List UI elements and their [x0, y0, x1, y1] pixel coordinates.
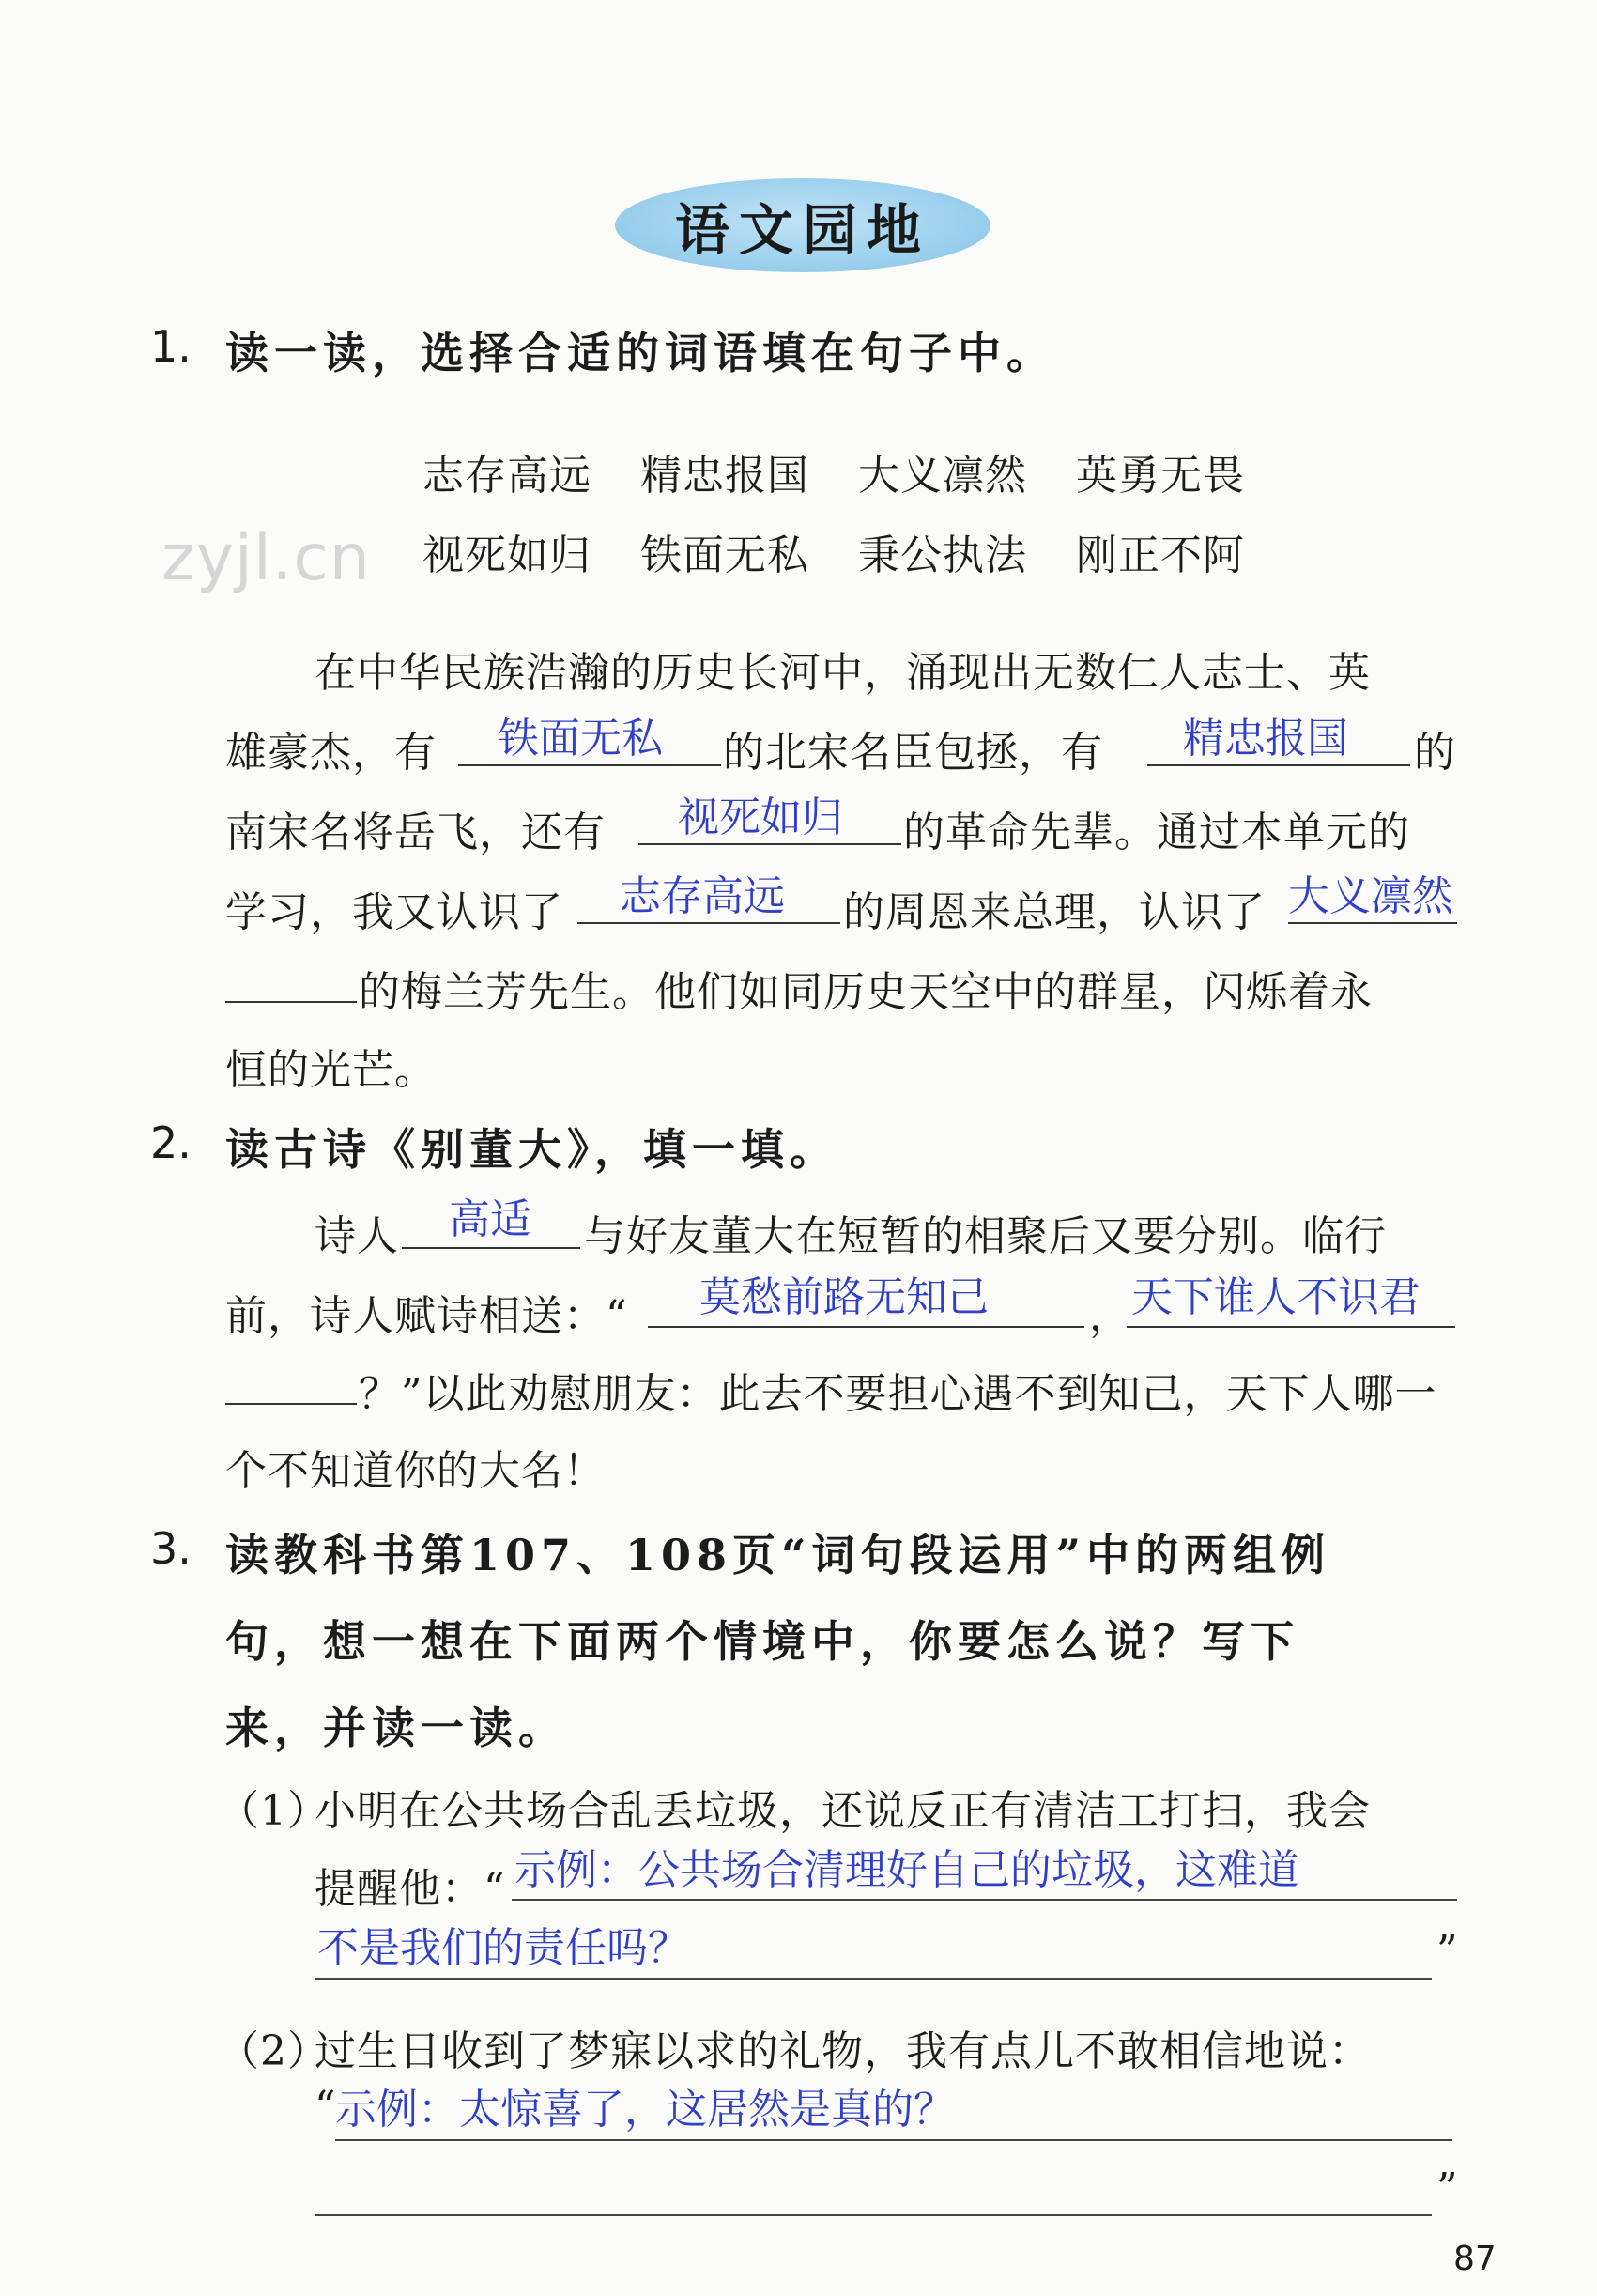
sub-question-text: 过生日收到了梦寐以求的礼物，我有点儿不敢相信地说：	[315, 2027, 1371, 2075]
q2-line: ？”以此劝慰朋友：此去不要担心遇不到知己，天下人哪一	[359, 1370, 1437, 1418]
handwritten-answer: 铁面无私	[498, 715, 663, 763]
word-bank-item: 英勇无畏	[1076, 452, 1245, 500]
answer-blank	[577, 922, 840, 924]
passage-line: 恒的光芒。	[225, 1046, 437, 1094]
handwritten-answer: 志存高远	[620, 872, 785, 920]
answer-blank	[1147, 764, 1410, 766]
q3-number: 3.	[150, 1523, 192, 1574]
passage-line: 的革命先辈。通过本单元的	[903, 809, 1410, 856]
writing-line	[335, 2139, 1452, 2141]
answer-blank	[402, 1247, 580, 1249]
answer-blank	[638, 843, 901, 845]
handwritten-answer: 莫愁前路无知己	[699, 1273, 989, 1321]
word-bank-item: 秉公执法	[858, 532, 1027, 579]
passage-line: 学习，我又认识了	[225, 888, 563, 936]
word-bank-row-1	[422, 441, 1245, 501]
handwritten-answer: 精忠报国	[1183, 715, 1348, 763]
answer-blank	[1288, 922, 1457, 924]
q2-prompt: 读古诗《别董大》，填一填。	[225, 1124, 838, 1175]
q2-line: ，	[1089, 1292, 1131, 1340]
passage-line: 南宋名将岳飞，还有	[225, 809, 606, 856]
q2-number: 2.	[150, 1117, 192, 1168]
q2-line: 前，诗人赋诗相送：“	[225, 1292, 628, 1340]
sub-question-text: 提醒他：“	[315, 1865, 506, 1913]
q2-line: 与好友董大在短暂的相聚后又要分别。临行	[584, 1212, 1387, 1260]
handwritten-answer: 高适	[449, 1195, 531, 1243]
handwritten-answer: 视死如归	[678, 794, 843, 841]
q2-line: 个不知道你的大名！	[225, 1447, 606, 1495]
answer-blank	[1127, 1326, 1455, 1328]
handwritten-answer: 天下谁人不识君	[1131, 1273, 1420, 1321]
passage-line: 在中华民族浩瀚的历史长河中，涌现出无数仁人志士、英	[315, 649, 1371, 697]
handwritten-answer: 不是我们的责任吗？	[317, 1924, 689, 1972]
sub-question-label: （2）	[218, 2027, 330, 2075]
passage-line: 的北宋名臣包拯，有	[723, 729, 1103, 777]
q1-number: 1.	[150, 321, 192, 372]
q1-prompt: 读一读，选择合适的词语填在句子中。	[225, 328, 1055, 378]
word-bank-row-2	[422, 521, 1245, 581]
passage-line: 雄豪杰，有	[225, 729, 437, 777]
word-bank-item: 刚正不阿	[1076, 532, 1245, 579]
word-bank-item: 志存高远	[422, 452, 591, 500]
handwritten-answer: 大义凛然	[1288, 872, 1453, 920]
closing-quote: ”	[1436, 2165, 1459, 2212]
writing-line	[315, 2214, 1432, 2216]
passage-line: 的周恩来总理，认识了	[843, 888, 1266, 936]
q3-prompt-line: 句，想一想在下面两个情境中，你要怎么说？写下	[225, 1616, 1299, 1667]
answer-blank	[225, 1001, 357, 1003]
handwritten-answer: 示例：公共场合清理好自己的垃圾，这难道	[514, 1846, 1299, 1894]
opening-quote: “	[315, 2083, 337, 2131]
sub-question-text: 小明在公共场合乱丢垃圾，还说反正有清洁工打扫，我会	[315, 1787, 1371, 1835]
answer-blank	[458, 764, 721, 766]
passage-line: 的	[1414, 729, 1456, 777]
answer-blank	[225, 1403, 357, 1405]
q3-prompt-line: 来，并读一读。	[225, 1703, 567, 1753]
page-number: 87	[1453, 2240, 1497, 2278]
section-title: 语文园地	[674, 198, 930, 262]
section-title-badge	[615, 178, 990, 272]
writing-line	[315, 1978, 1432, 1980]
q2-line: 诗人	[315, 1212, 399, 1260]
passage-line: 的梅兰芳先生。他们如同历史天空中的群星，闪烁着永	[359, 968, 1373, 1016]
q3-prompt-line: 读教科书第107、108页“词句段运用”中的两组例	[225, 1530, 1330, 1580]
handwritten-answer: 示例：太惊喜了，这居然是真的？	[335, 2086, 955, 2134]
word-bank-item: 视死如归	[422, 532, 591, 579]
writing-line	[512, 1899, 1457, 1901]
word-bank-item: 精忠报国	[640, 452, 809, 500]
watermark: zyjl.cn	[161, 521, 371, 595]
closing-quote: ”	[1436, 1927, 1459, 1975]
sub-question-label: （1）	[218, 1787, 330, 1835]
word-bank-item: 铁面无私	[640, 532, 809, 579]
word-bank-item: 大义凛然	[858, 452, 1027, 500]
answer-blank	[648, 1326, 1084, 1328]
